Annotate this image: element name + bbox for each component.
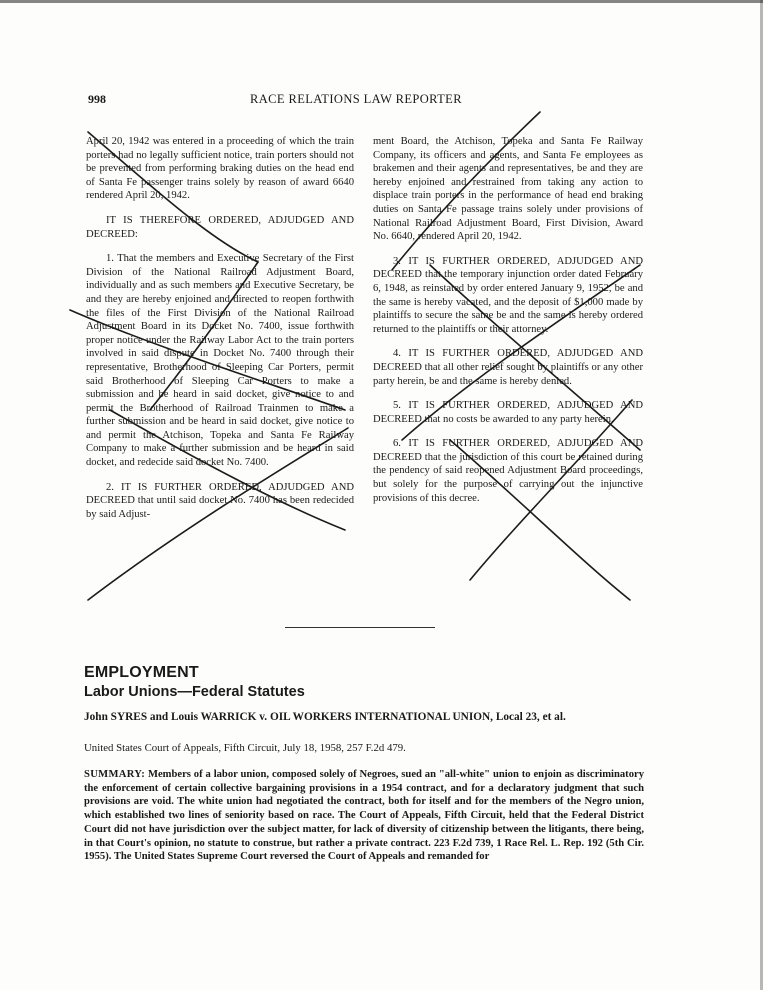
summary-label: SUMMARY: <box>84 769 146 780</box>
running-head: RACE RELATIONS LAW REPORTER <box>250 92 462 106</box>
left-paragraph-1: April 20, 1942 was entered in a proceeding of which the train porters had no legally sufficient notice, train porters should not be prevented from performing braking duties on the head end of Santa Fe passenger trains solely by reason of award 6640 rendered April 20, 1942. <box>86 136 354 202</box>
section-subtitle: Labor Unions—Federal Statutes <box>84 684 305 700</box>
order-item-3: 3. IT IS FURTHER ORDERED, ADJUDGED AND DECREED that the temporary injunction order dated February 6, 1948, as reinstated by order entered January 9, 1952, be and the same is hereby vacated, and the deposit of $1,000 made by plaintiffs to secure the same be and the same is hereby ordered returned to the plaintiffs or their attorney. <box>373 255 643 335</box>
case-summary <box>84 768 644 864</box>
scan-edge-top <box>0 0 763 3</box>
section-divider <box>285 627 435 628</box>
right-paragraph-1: ment Board, the Atchison, Topeka and Santa Fe Railway Company, its officers and agents, and Santa Fe employees as brakemen and their agents and representatives, be and they are hereby enjoined and restrained from taking any action to displace train porters in the performance of head end braking duties on Santa Fe passage trains solely under provisions of National Railroad Adjustment Board, First Division, Award No. 6640, rendered April 20, 1942. <box>373 136 643 243</box>
order-item-4: 4. IT IS FURTHER ORDERED, ADJUDGED AND DECREED that all other relief sought by plaintiffs or any other party herein, be and the same is hereby denied. <box>373 348 643 387</box>
order-item-6: 6. IT IS FURTHER ORDERED, ADJUDGED AND DECREED that the jurisdiction of this court be retained during the pendency of said reopened Adjustment Board proceedings, but solely for the purpose of carrying out the injunctive provisions of this decree. <box>373 438 643 504</box>
left-column <box>86 135 354 532</box>
ordered-heading: IT IS THEREFORE ORDERED, ADJUDGED AND DECREED: <box>86 214 354 240</box>
right-column <box>373 135 643 516</box>
order-item-2-start: 2. IT IS FURTHER ORDERED, ADJUDGED AND DECREED that until said docket No. 7400 has been redecided by said Adjust- <box>86 481 354 520</box>
page-number: 998 <box>88 92 106 106</box>
order-item-1: 1. That the members and Executive Secretary of the First Division of the National Railroad Adjustment Board, individually and as such members and Executive Secretary, be and they are hereby enjoined and directed to reopen forthwith the files of the First Division of the National Railroad Adjustment Board in its Docket No. 7400, issue forthwith proper notice under the Railway Labor Act to the train porters involved in said dispute in Docket No. 7400 through their representative, Brotherhood of Sleeping Car Porters, permit said Brotherhood of Sleeping Car Porters to make a submission and be heard in said docket, give notice to and permit the Brotherhood of Railroad Trainmen to make a further submission and be heard in said docket, give notice to and permit the Atchison, Topeka and Santa Fe Railway Company to make a further submission and be heard in said docket, and redecide said docket No. 7400. <box>86 253 354 469</box>
court-citation: United States Court of Appeals, Fifth Circuit, July 18, 1958, 257 F.2d 479. <box>84 742 406 754</box>
case-title: John SYRES and Louis WARRICK v. OIL WORKERS INTERNATIONAL UNION, Local 23, et al. <box>84 711 566 723</box>
section-title: EMPLOYMENT <box>84 664 199 681</box>
order-item-5: 5. IT IS FURTHER ORDERED, ADJUDGED AND DECREED that no costs be awarded to any party herein. <box>373 400 643 425</box>
summary-text: Members of a labor union, composed solely of Negroes, sued an "all-white" union to enjoin as discriminatory the enforcement of certain collective bargaining provisions in a 1954 contract, and for a declaratory judgment that such provisions are void. The white union had negotiated the contract, both for itself and for the members of the Negro union, which established two lines of seniority based on race. The Court of Appeals, Fifth Circuit, held that the Federal District Court did not have jurisdiction over the subject matter, for lack of diversity of citizenship between the litigants, there being, in that Court's opinion, no statute to construe, but rather a private contract. 223 F.2d 739, 1 Race Rel. L. Rep. 192 (5th Cir. 1955). The United States Supreme Court reversed the Court of Appeals and remanded for <box>84 769 644 863</box>
